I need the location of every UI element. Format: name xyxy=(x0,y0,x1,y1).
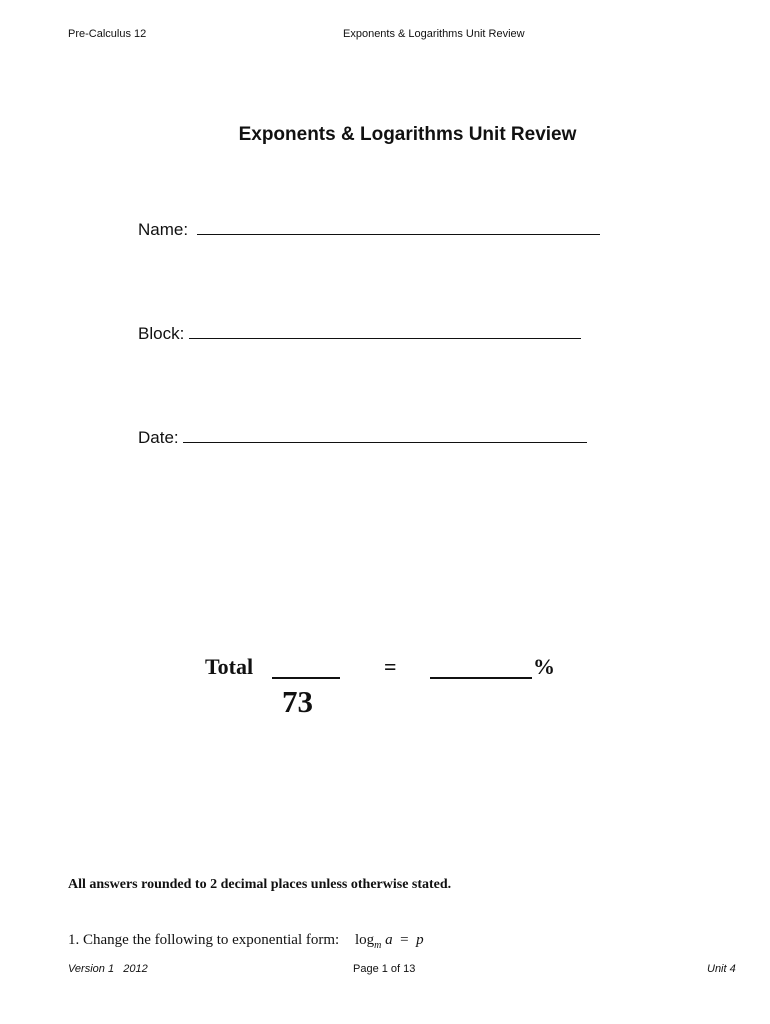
math-equals: = xyxy=(400,932,409,948)
date-field xyxy=(138,427,587,448)
footer-page-number: Page 1 of 13 xyxy=(353,963,416,975)
footer-unit: Unit 4 xyxy=(707,963,736,975)
header-document-title: Exponents & Logarithms Unit Review xyxy=(343,28,525,40)
name-blank-line xyxy=(197,219,600,235)
page-title: Exponents & Logarithms Unit Review xyxy=(238,124,577,145)
score-blank-line xyxy=(272,677,340,679)
name-label: Name: xyxy=(138,220,189,239)
name-field xyxy=(138,219,600,240)
percent-blank-line xyxy=(430,677,532,679)
rounding-note: All answers rounded to 2 decimal places unless otherwise stated. xyxy=(68,877,452,892)
equals-sign: = xyxy=(384,654,397,679)
total-marks: 73 xyxy=(282,684,313,719)
log-result: p xyxy=(416,932,424,948)
block-field xyxy=(138,323,581,344)
log-symbol: log xyxy=(354,932,375,948)
block-label: Block: xyxy=(138,324,185,343)
question-1-expression xyxy=(354,932,424,951)
date-blank-line xyxy=(183,427,587,443)
question-1 xyxy=(68,932,424,951)
total-label: Total xyxy=(205,654,254,679)
log-argument: a xyxy=(385,932,393,948)
date-label: Date: xyxy=(138,428,179,447)
question-1-text: 1. Change the following to exponential form: xyxy=(68,932,340,948)
block-blank-line xyxy=(189,323,581,339)
percent-sign: % xyxy=(533,654,555,679)
header-course: Pre-Calculus 12 xyxy=(68,28,147,40)
log-base: m xyxy=(374,940,382,951)
footer-version: Version 1 2012 xyxy=(68,963,148,975)
